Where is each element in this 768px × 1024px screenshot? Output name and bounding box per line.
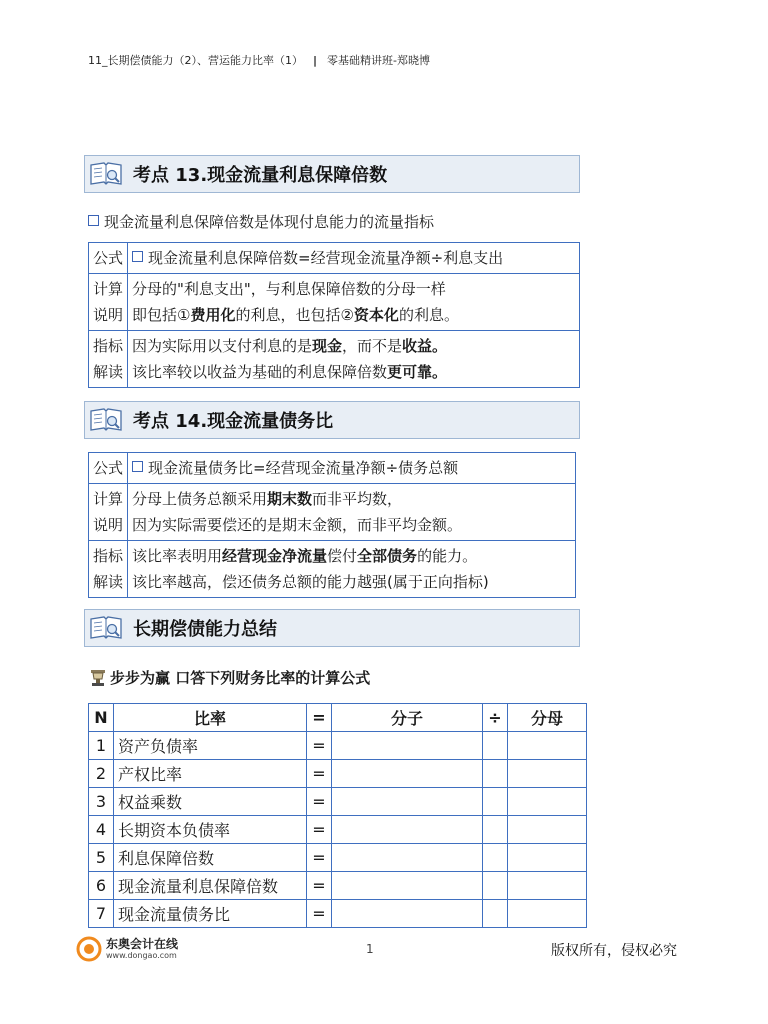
- col-header-n: N: [89, 704, 114, 732]
- table-row: [89, 732, 587, 760]
- table-row: [89, 900, 587, 928]
- numerator-blank: [332, 760, 483, 788]
- text-run: 的利息，也包括②: [235, 306, 354, 324]
- label-line: 计算: [92, 280, 123, 298]
- col-header-equals: =: [307, 704, 332, 732]
- section-14-heading: [84, 401, 580, 439]
- emphasis-text: 更可靠。: [387, 363, 448, 381]
- row-number: 5: [89, 844, 114, 872]
- denominator-blank: [508, 844, 587, 872]
- subheading-text: 步步为赢 口答下列财务比率的计算公式: [110, 669, 371, 687]
- equals-sign: =: [307, 816, 332, 844]
- text-run: 而非平均数，: [312, 490, 403, 508]
- book-magnifier-icon: [89, 160, 123, 188]
- table-header-row: [89, 704, 587, 732]
- text-run: 的能力。: [417, 547, 478, 565]
- numerator-blank: [332, 844, 483, 872]
- divide-blank: [483, 872, 508, 900]
- divide-blank: [483, 816, 508, 844]
- section-13-title: 考点 13.现金流量利息保障倍数: [133, 165, 388, 186]
- label-line: 指标: [92, 337, 123, 355]
- table-row: [89, 872, 587, 900]
- ratio-name: 产权比率: [114, 760, 307, 788]
- emphasis-text: 现金: [312, 337, 343, 355]
- interpretation-label: [89, 331, 128, 388]
- calc-note-row: [89, 274, 580, 331]
- emphasis-text: 资本化: [353, 306, 399, 324]
- summary-title: 长期偿债能力总结: [133, 619, 277, 640]
- emphasis-text: 全部债务: [357, 547, 418, 565]
- ratio-name: 现金流量债务比: [114, 900, 307, 928]
- calc-note-cell: [128, 274, 580, 331]
- text-run: 该比率表明用: [132, 547, 223, 565]
- summary-heading: [84, 609, 580, 647]
- interp-line-2: 该比率越高，偿还债务总额的能力越强(属于正向指标): [132, 573, 489, 591]
- row-number: 1: [89, 732, 114, 760]
- emphasis-text: 期末数: [267, 490, 313, 508]
- ratio-name: 现金流量利息保障倍数: [114, 872, 307, 900]
- formula-text: 现金流量债务比=经营现金流量净额÷债务总额: [148, 459, 459, 477]
- divide-blank: [483, 760, 508, 788]
- interp-line-2: [132, 359, 575, 385]
- calc-line-2: [132, 302, 575, 328]
- numerator-blank: [332, 900, 483, 928]
- text-run: ，而不是: [342, 337, 403, 355]
- company-logo: [76, 936, 178, 962]
- numerator-blank: [332, 872, 483, 900]
- equals-sign: =: [307, 844, 332, 872]
- trophy-icon: [88, 668, 108, 688]
- header-chapter: 11_长期偿债能力（2）、营运能力比率（1）: [88, 54, 303, 67]
- col-header-numerator: 分子: [332, 704, 483, 732]
- ratio-name: 利息保障倍数: [114, 844, 307, 872]
- calc-line-1: 分母的"利息支出"，与利息保障倍数的分母一样: [132, 280, 446, 298]
- divide-blank: [483, 900, 508, 928]
- calc-note-label: [89, 274, 128, 331]
- table-row: [89, 788, 587, 816]
- equals-sign: =: [307, 872, 332, 900]
- emphasis-text: 经营现金净流量: [222, 547, 328, 565]
- book-magnifier-icon: [89, 614, 123, 642]
- interp-line-1: [132, 543, 571, 569]
- interpretation-cell: [128, 541, 576, 598]
- calc-line-1: [132, 486, 571, 512]
- calc-note-cell: [128, 484, 576, 541]
- label-line: 说明: [92, 306, 123, 324]
- header-course: 零基础精讲班-郑晓博: [327, 54, 430, 67]
- row-number: 2: [89, 760, 114, 788]
- numerator-blank: [332, 788, 483, 816]
- text-run: 即包括①: [132, 306, 191, 324]
- interpretation-row: [89, 331, 580, 388]
- interp-line-1: [132, 333, 575, 359]
- divide-blank: [483, 844, 508, 872]
- denominator-blank: [508, 732, 587, 760]
- calc-note-row: [89, 484, 576, 541]
- denominator-blank: [508, 816, 587, 844]
- equals-sign: =: [307, 788, 332, 816]
- formula-label: 公式: [89, 453, 128, 484]
- formula-row: [89, 453, 576, 484]
- row-number: 7: [89, 900, 114, 928]
- col-header-divide: ÷: [483, 704, 508, 732]
- row-number: 3: [89, 788, 114, 816]
- equals-sign: =: [307, 900, 332, 928]
- text-run: 因为实际用以支付利息的是: [132, 337, 313, 355]
- section-13-intro: [88, 211, 434, 232]
- formula-cell: [128, 243, 580, 274]
- interpretation-cell: [128, 331, 580, 388]
- intro-text: 现金流量利息保障倍数是体现付息能力的流量指标: [104, 213, 435, 231]
- row-number: 4: [89, 816, 114, 844]
- logo-name: 东奥会计在线: [106, 937, 179, 951]
- copyright-notice: 版权所有，侵权必究: [551, 943, 677, 959]
- table-row: [89, 816, 587, 844]
- table-row: [89, 844, 587, 872]
- label-line: 说明: [92, 516, 123, 534]
- formula-row: [89, 243, 580, 274]
- label-line: 解读: [92, 573, 123, 591]
- ratio-name: 资产负债率: [114, 732, 307, 760]
- logo-url: www.dongao.com: [106, 951, 177, 960]
- formula-label: 公式: [89, 243, 128, 274]
- formula-cell: [128, 453, 576, 484]
- calc-note-label: [89, 484, 128, 541]
- checkbox-bullet-icon: [88, 215, 99, 226]
- denominator-blank: [508, 872, 587, 900]
- ratio-name: 权益乘数: [114, 788, 307, 816]
- dongao-logo-icon: [76, 936, 102, 962]
- label-line: 计算: [92, 490, 123, 508]
- interpretation-row: [89, 541, 576, 598]
- section-13-table: [88, 242, 580, 388]
- calc-line-2: 因为实际需要偿还的是期末金额，而非平均金额。: [132, 516, 463, 534]
- label-line: 指标: [92, 547, 123, 565]
- section-14-table: [88, 452, 576, 598]
- numerator-blank: [332, 732, 483, 760]
- section-14-title: 考点 14.现金流量债务比: [133, 411, 334, 432]
- header-separator: |: [313, 54, 318, 67]
- col-header-denominator: 分母: [508, 704, 587, 732]
- divide-blank: [483, 788, 508, 816]
- book-magnifier-icon: [89, 406, 123, 434]
- checkbox-bullet-icon: [132, 461, 143, 472]
- numerator-blank: [332, 816, 483, 844]
- exercise-subheading: [88, 667, 370, 688]
- denominator-blank: [508, 788, 587, 816]
- equals-sign: =: [307, 760, 332, 788]
- text-run: 的利息。: [398, 306, 459, 324]
- page-header: [88, 52, 430, 68]
- checkbox-bullet-icon: [132, 251, 143, 262]
- ratio-formula-table: [88, 703, 587, 928]
- formula-text: 现金流量利息保障倍数=经营现金流量净额÷利息支出: [148, 249, 504, 267]
- text-run: 分母上债务总额采用: [132, 490, 268, 508]
- emphasis-text: 收益。: [402, 337, 448, 355]
- divide-blank: [483, 732, 508, 760]
- ratio-name: 长期资本负债率: [114, 816, 307, 844]
- label-line: 解读: [92, 363, 123, 381]
- table-row: [89, 760, 587, 788]
- emphasis-text: 费用化: [190, 306, 236, 324]
- text-run: 偿付: [327, 547, 358, 565]
- equals-sign: =: [307, 732, 332, 760]
- denominator-blank: [508, 900, 587, 928]
- page-number: 1: [366, 942, 374, 956]
- interpretation-label: [89, 541, 128, 598]
- text-run: 该比率较以收益为基础的利息保障倍数: [132, 363, 388, 381]
- denominator-blank: [508, 760, 587, 788]
- section-13-heading: [84, 155, 580, 193]
- col-header-ratio: 比率: [114, 704, 307, 732]
- row-number: 6: [89, 872, 114, 900]
